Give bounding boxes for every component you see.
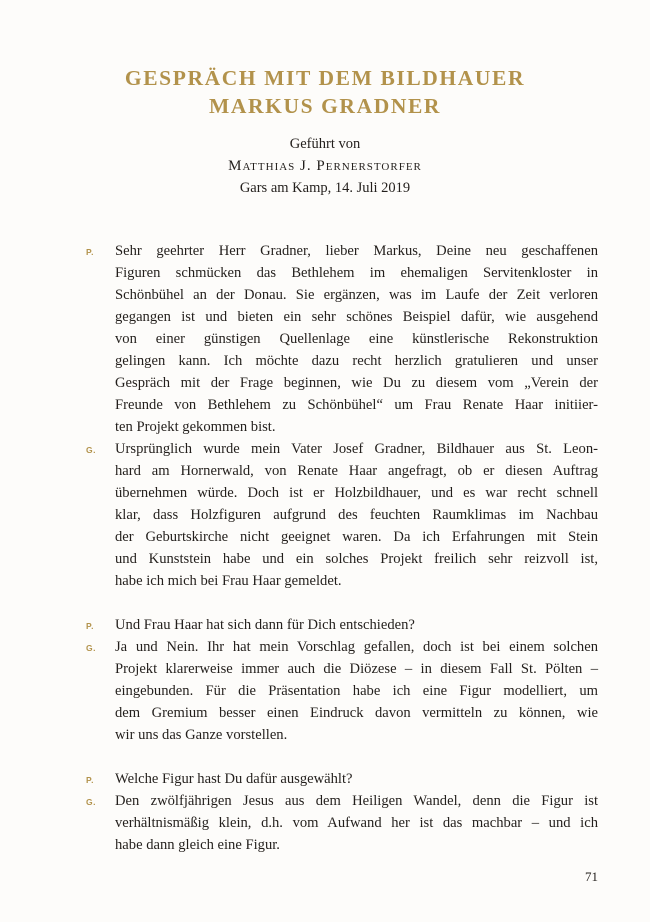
text-line: wir uns das Ganze vorstellen. xyxy=(115,727,288,743)
speaker-label: G. xyxy=(86,445,96,455)
dialogue-entry xyxy=(86,636,598,746)
speaker-label: P. xyxy=(86,621,94,631)
dialogue-entry xyxy=(86,768,598,790)
page-number: 71 xyxy=(585,869,598,884)
byline xyxy=(0,133,650,199)
text-line: Den zwölfjährigen Jesus aus dem Heiligen Wandel, denn die Figur ist xyxy=(115,793,598,809)
text-line: habe dann gleich eine Figur. xyxy=(115,837,280,853)
text-line: Gespräch mit der Frage beginnen, wie Du zu diesem vom „Verein der xyxy=(115,375,598,391)
speaker-label: P. xyxy=(86,247,94,257)
dialogue-entry xyxy=(86,790,598,856)
text-line: gelingen kann. Ich möchte dazu recht herzlich gratulieren und unser xyxy=(115,353,598,369)
text-line: Ja und Nein. Ihr hat mein Vorschlag gefallen, doch ist bei einem solchen xyxy=(115,639,598,655)
text-line: Projekt klarerweise immer auch die Diözese – in diesem Fall St. Pölten – xyxy=(115,661,598,677)
dialogue-text xyxy=(115,614,598,636)
dialogue-entry xyxy=(86,614,598,636)
text-line: Figuren schmücken das Bethlehem im ehemaligen Servitenkloster in xyxy=(115,265,598,281)
text-line: Ursprünglich wurde mein Vater Josef Gradner, Bildhauer aus St. Leon- xyxy=(115,441,598,457)
text-line: und Kunststein habe und ein solches Projekt freilich sehr reizvoll ist, xyxy=(115,551,598,567)
speaker-label: G. xyxy=(86,643,96,653)
text-line: ten Projekt gekommen bist. xyxy=(115,419,276,435)
speaker-label: G. xyxy=(86,797,96,807)
speaker-label: P. xyxy=(86,775,94,785)
text-line: verhältnismäßig klein, d.h. vom Aufwand her ist das machbar – und ich xyxy=(115,815,598,831)
text-line: von einer günstigen Quellenlage eine künstlerische Rekonstruktion xyxy=(115,331,598,347)
text-line: der Geburtskirche nicht geeignet waren. Da ich Erfahrungen mit Stein xyxy=(115,529,598,545)
text-line: Schönbühel an der Donau. Sie ergänzen, was im Laufe der Zeit verloren xyxy=(115,287,598,303)
dialogue-text xyxy=(115,768,598,790)
dialogue-text xyxy=(115,790,598,856)
byline-place-date: Gars am Kamp, 14. Juli 2019 xyxy=(239,180,411,196)
text-line: übernehmen würde. Doch ist er Holzbildhauer, und es war recht schnell xyxy=(115,485,598,501)
text-line: klar, dass Holzfiguren aufgrund des feuchten Raumklimas im Nachbau xyxy=(115,507,598,523)
title-line-1: GESPRÄCH MIT DEM BILDHAUER xyxy=(124,66,526,90)
article-title xyxy=(0,64,650,120)
interview-dialogue xyxy=(86,240,598,856)
text-line: Sehr geehrter Herr Gradner, lieber Markus, Deine neu geschaffenen xyxy=(115,243,598,259)
dialogue-text xyxy=(115,636,598,746)
text-line: habe ich mich bei Frau Haar gemeldet. xyxy=(115,573,342,589)
byline-prefix: Geführt von xyxy=(289,136,361,152)
text-line: Welche Figur hast Du dafür ausgewählt? xyxy=(115,771,353,787)
text-line: Und Frau Haar hat sich dann für Dich entschieden? xyxy=(115,617,415,633)
byline-author: Matthias J. Pernerstorfer xyxy=(228,158,422,174)
text-line: dem Gremium besser einen Eindruck davon vermitteln zu können, wie xyxy=(115,705,598,721)
text-line: gegangen ist und bieten ein sehr schönes Beispiel dafür, wie ausgehend xyxy=(115,309,598,325)
text-line: hard am Hornerwald, von Renate Haar angefragt, ob er diesen Auftrag xyxy=(115,463,598,479)
dialogue-text xyxy=(115,438,598,592)
dialogue-entry xyxy=(86,240,598,438)
dialogue-text xyxy=(115,240,598,438)
text-line: Freunde von Bethlehem zu Schönbühel“ um Frau Renate Haar initiier- xyxy=(115,397,598,413)
text-line: eingebunden. Für die Präsentation habe ich eine Figur modelliert, um xyxy=(115,683,598,699)
title-line-2: MARKUS GRADNER xyxy=(208,94,442,118)
dialogue-entry xyxy=(86,438,598,592)
